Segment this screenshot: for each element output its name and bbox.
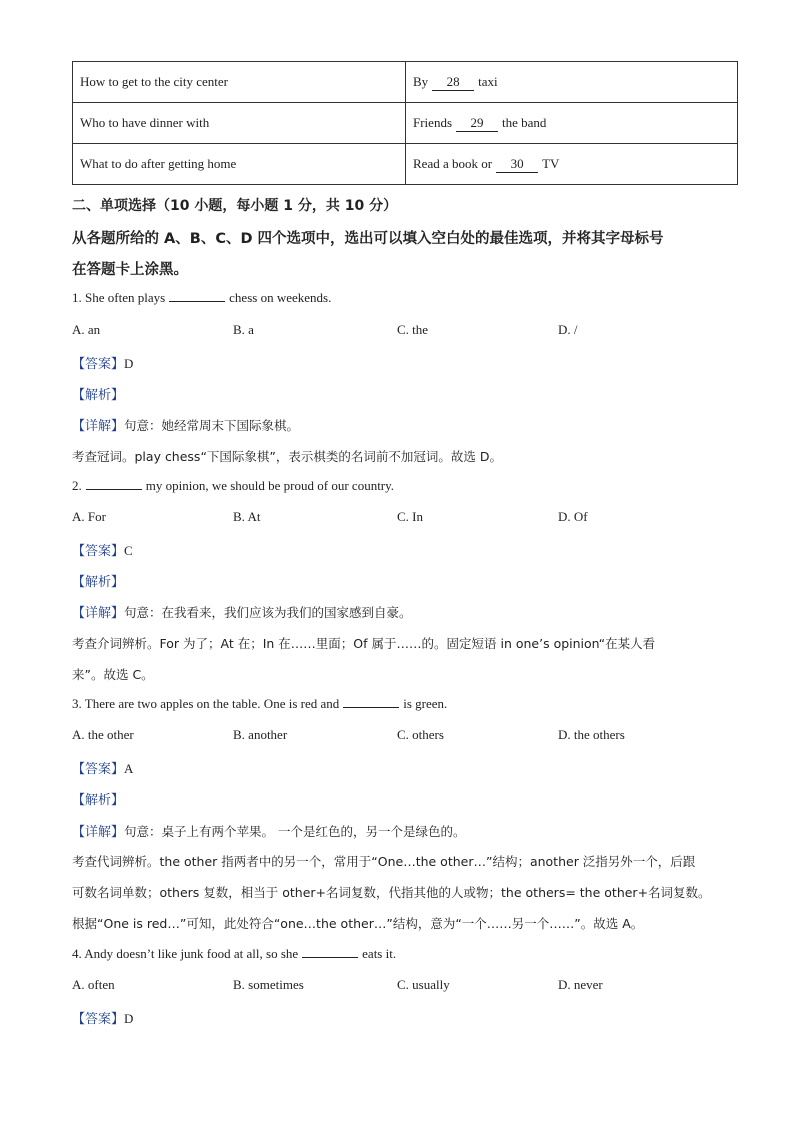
answer-tag: 【答案】 (72, 357, 125, 372)
question-stem (72, 478, 394, 494)
question-stem (72, 696, 447, 712)
option-b: B. a (233, 322, 254, 337)
option-c: C. usually (397, 977, 450, 992)
section-instruction: 从各题所给的 A、B、C、D 四个选项中，选出可以填入空白处的最佳选项，并将其字母标号 (72, 231, 664, 247)
table-cell: How to get to the city center (73, 62, 406, 103)
option-a: A. the other (72, 727, 134, 742)
explanation-line: 可数名词单数；others 复数，相当于 other+名词复数，代指其他的人或物；the others= the other+名词复数。 (72, 885, 711, 900)
stem-pre: 2. (72, 478, 82, 493)
answer-value: D (124, 356, 134, 371)
detail-line (72, 821, 466, 840)
detail-line (72, 602, 412, 621)
cell-pre: Read a book or (413, 155, 493, 171)
stem-pre: 3. There are two apples on the table. One is red and (72, 696, 340, 711)
answer-line (72, 1008, 133, 1027)
answer-blank (343, 697, 399, 708)
table-row (73, 103, 738, 144)
table-row (73, 62, 738, 103)
cell-post: TV (542, 155, 560, 171)
explanation-line: 根据“One is red…”可知，此处符合“one…the other…”结构，意为“一个……另一个……”。故选 A。 (72, 916, 644, 931)
cell-post: the band (502, 114, 547, 130)
analysis-tag: 【解析】 (72, 388, 125, 403)
detail-line (72, 415, 299, 434)
table-cell (406, 62, 738, 103)
option-b: B. At (233, 509, 261, 524)
answer-value: C (124, 543, 133, 558)
table-cell (406, 103, 738, 144)
answer-value: D (124, 1011, 134, 1026)
question-stem (72, 290, 331, 306)
analysis-tag: 【解析】 (72, 793, 125, 808)
answer-tag: 【答案】 (72, 762, 125, 777)
option-c: C. others (397, 727, 444, 742)
detail-tag: 【详解】 (72, 825, 125, 840)
cell-pre: By (413, 73, 429, 89)
answer-blank (302, 947, 358, 958)
analysis-tag: 【解析】 (72, 575, 125, 590)
blank-number: 28 (432, 74, 474, 91)
stem-post: my opinion, we should be proud of our country. (145, 478, 395, 493)
option-b: B. sometimes (233, 977, 304, 992)
table-cell: What to do after getting home (73, 144, 406, 185)
detail-tag: 【详解】 (72, 419, 125, 434)
option-c: C. the (397, 322, 429, 337)
explanation-line: 考查冠词。play chess“下国际象棋”，表示棋类的名词前不加冠词。故选 D。 (72, 449, 502, 464)
answer-line (72, 540, 133, 559)
stem-pre: 4. Andy doesn’t like junk food at all, so she (72, 946, 299, 961)
stem-post: chess on weekends. (229, 290, 332, 305)
table-row (73, 144, 738, 185)
blank-number: 30 (496, 156, 538, 173)
option-a: A. For (72, 509, 106, 524)
option-d: D. the others (558, 727, 625, 742)
detail-text: 句意：她经常周末下国际象棋。 (124, 418, 300, 433)
table-cell: Who to have dinner with (73, 103, 406, 144)
answer-tag: 【答案】 (72, 544, 125, 559)
answer-value: A (124, 761, 134, 776)
option-a: A. often (72, 977, 115, 992)
option-d: D. / (558, 322, 578, 337)
option-d: D. never (558, 977, 603, 992)
option-b: B. another (233, 727, 288, 742)
cell-post: taxi (478, 73, 498, 89)
section-title: 二、单项选择（10 小题，每小题 1 分，共 10 分） (72, 198, 398, 214)
answer-line (72, 353, 133, 372)
stem-pre: 1. She often plays (72, 290, 166, 305)
explanation-line: 考查代词辨析。the other 指两者中的另一个，常用于“One…the other…”结构；another 泛指另外一个，后跟 (72, 854, 696, 869)
section-instruction: 在答题卡上涂黑。 (72, 262, 188, 278)
stem-post: is green. (403, 696, 448, 711)
info-table (72, 61, 738, 185)
detail-text: 句意：在我看来，我们应该为我们的国家感到自豪。 (124, 605, 412, 620)
answer-blank (169, 291, 225, 302)
answer-blank (86, 479, 142, 490)
table-cell (406, 144, 738, 185)
explanation-line: 考查介词辨析。For 为了；At 在；In 在……里面；Of 属于……的。固定短语 in one’s opinion“在某人看 (72, 636, 656, 651)
option-d: D. Of (558, 509, 588, 524)
detail-text: 句意：桌子上有两个苹果。 一个是红色的，另一个是绿色的。 (124, 824, 466, 839)
stem-post: eats it. (362, 946, 397, 961)
explanation-line: 来”。故选 C。 (72, 667, 154, 682)
question-stem (72, 946, 396, 962)
option-a: A. an (72, 322, 101, 337)
answer-line (72, 758, 133, 777)
blank-number: 29 (456, 115, 498, 132)
cell-pre: Friends (413, 114, 452, 130)
detail-tag: 【详解】 (72, 606, 125, 621)
answer-tag: 【答案】 (72, 1012, 125, 1027)
option-c: C. In (397, 509, 423, 524)
